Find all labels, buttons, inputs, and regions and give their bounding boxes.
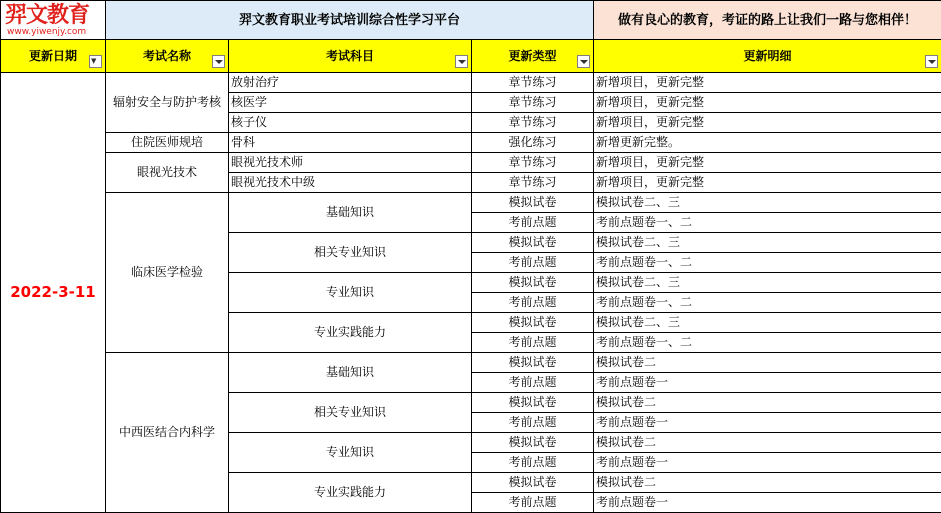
type-cell[interactable]: 章节练习: [472, 153, 594, 173]
type-cell[interactable]: 考前点题: [472, 333, 594, 353]
detail-cell[interactable]: 新增项目，更新完整: [594, 153, 941, 173]
header-row: [1, 40, 941, 73]
type-cell[interactable]: 模拟试卷: [472, 393, 594, 413]
type-cell[interactable]: 模拟试卷: [472, 313, 594, 333]
detail-cell[interactable]: 模拟试卷二: [594, 473, 941, 493]
subject-cell[interactable]: 眼视光技术中级: [229, 173, 472, 193]
subject-cell[interactable]: 基础知识: [229, 353, 472, 393]
filter-dropdown-icon[interactable]: [212, 55, 225, 68]
exam-name[interactable]: 临床医学检验: [106, 193, 229, 353]
header-details-label: 更新明细: [743, 49, 792, 63]
table-row: [1, 153, 941, 173]
subject-cell[interactable]: 核子仪: [229, 113, 472, 133]
subject-cell[interactable]: 放射治疗: [229, 73, 472, 93]
subject-cell[interactable]: 相关专业知识: [229, 393, 472, 433]
detail-cell[interactable]: 新增项目，更新完整: [594, 93, 941, 113]
type-cell[interactable]: 章节练习: [472, 73, 594, 93]
header-update-type[interactable]: [472, 40, 594, 73]
exam-name[interactable]: 辐射安全与防护考核: [106, 73, 229, 133]
type-cell[interactable]: 模拟试卷: [472, 233, 594, 253]
type-cell[interactable]: 考前点题: [472, 213, 594, 233]
filter-dropdown-icon[interactable]: [925, 55, 938, 68]
logo-url: www.yiwenjy.com: [7, 27, 87, 37]
table-row: [1, 353, 941, 373]
detail-cell[interactable]: 新增项目，更新完整: [594, 173, 941, 193]
subject-cell[interactable]: 专业知识: [229, 433, 472, 473]
type-cell[interactable]: 模拟试卷: [472, 193, 594, 213]
detail-cell[interactable]: 新增项目，更新完整: [594, 73, 941, 93]
type-cell[interactable]: 考前点题: [472, 493, 594, 513]
detail-cell[interactable]: 考前点题卷一: [594, 453, 941, 473]
detail-cell[interactable]: 模拟试卷二: [594, 353, 941, 373]
header-subject-label: 考试科目: [325, 49, 374, 63]
type-cell[interactable]: 章节练习: [472, 113, 594, 133]
table-row: [1, 133, 941, 153]
exam-name[interactable]: 中西医结合内科学: [106, 353, 229, 513]
type-cell[interactable]: 章节练习: [472, 173, 594, 193]
detail-cell[interactable]: 考前点题卷一: [594, 373, 941, 393]
detail-cell[interactable]: 考前点题卷一: [594, 493, 941, 513]
banner-row: [1, 1, 941, 40]
header-date[interactable]: [1, 40, 106, 73]
type-cell[interactable]: 模拟试卷: [472, 473, 594, 493]
type-cell[interactable]: 章节练习: [472, 93, 594, 113]
type-cell[interactable]: 考前点题: [472, 453, 594, 473]
exam-name[interactable]: 眼视光技术: [106, 153, 229, 193]
filter-dropdown-icon[interactable]: [455, 55, 468, 68]
detail-cell[interactable]: 模拟试卷二: [594, 433, 941, 453]
detail-cell[interactable]: 考前点题卷一、二: [594, 333, 941, 353]
table-row: [1, 193, 941, 213]
detail-cell[interactable]: 考前点题卷一、二: [594, 293, 941, 313]
subject-cell[interactable]: 眼视光技术师: [229, 153, 472, 173]
type-cell[interactable]: 模拟试卷: [472, 273, 594, 293]
detail-cell[interactable]: 模拟试卷二、三: [594, 193, 941, 213]
update-date[interactable]: 2022-3-11: [1, 73, 106, 513]
subject-cell[interactable]: 专业实践能力: [229, 473, 472, 513]
detail-cell[interactable]: 新增项目，更新完整: [594, 113, 941, 133]
header-update-type-label: 更新类型: [508, 49, 557, 63]
table-row: [1, 73, 941, 93]
detail-cell[interactable]: 模拟试卷二: [594, 393, 941, 413]
type-cell[interactable]: 强化练习: [472, 133, 594, 153]
subject-cell[interactable]: 专业实践能力: [229, 313, 472, 353]
subject-cell[interactable]: 核医学: [229, 93, 472, 113]
header-exam-name-label: 考试名称: [142, 49, 191, 63]
detail-cell[interactable]: 模拟试卷二、三: [594, 273, 941, 293]
detail-cell[interactable]: 考前点题卷一、二: [594, 213, 941, 233]
type-cell[interactable]: 模拟试卷: [472, 433, 594, 453]
subject-cell[interactable]: 基础知识: [229, 193, 472, 233]
subject-cell[interactable]: 相关专业知识: [229, 233, 472, 273]
type-cell[interactable]: 考前点题: [472, 293, 594, 313]
type-cell[interactable]: 模拟试卷: [472, 353, 594, 373]
slogan: 做有良心的教育，考证的路上让我们一路与您相伴！: [594, 1, 941, 40]
type-cell[interactable]: 考前点题: [472, 373, 594, 393]
logo-text: 羿文教育: [5, 2, 90, 28]
detail-cell[interactable]: 考前点题卷一: [594, 413, 941, 433]
detail-cell[interactable]: 模拟试卷二、三: [594, 313, 941, 333]
detail-cell[interactable]: 考前点题卷一、二: [594, 253, 941, 273]
subject-cell[interactable]: 专业知识: [229, 273, 472, 313]
subject-cell[interactable]: 骨科: [229, 133, 472, 153]
type-cell[interactable]: 考前点题: [472, 413, 594, 433]
exam-name[interactable]: 住院医师规培: [106, 133, 229, 153]
type-cell[interactable]: 考前点题: [472, 253, 594, 273]
header-subject[interactable]: [229, 40, 472, 73]
filter-active-icon[interactable]: [89, 55, 102, 68]
detail-cell[interactable]: 模拟试卷二、三: [594, 233, 941, 253]
detail-cell[interactable]: 新增更新完整。: [594, 133, 941, 153]
header-details[interactable]: [594, 40, 941, 73]
filter-dropdown-icon[interactable]: [577, 55, 590, 68]
header-date-label: 更新日期: [28, 49, 77, 63]
logo: [1, 1, 106, 40]
platform-title: 羿文教育职业考试培训综合性学习平台: [106, 1, 594, 40]
header-exam-name[interactable]: [106, 40, 229, 73]
